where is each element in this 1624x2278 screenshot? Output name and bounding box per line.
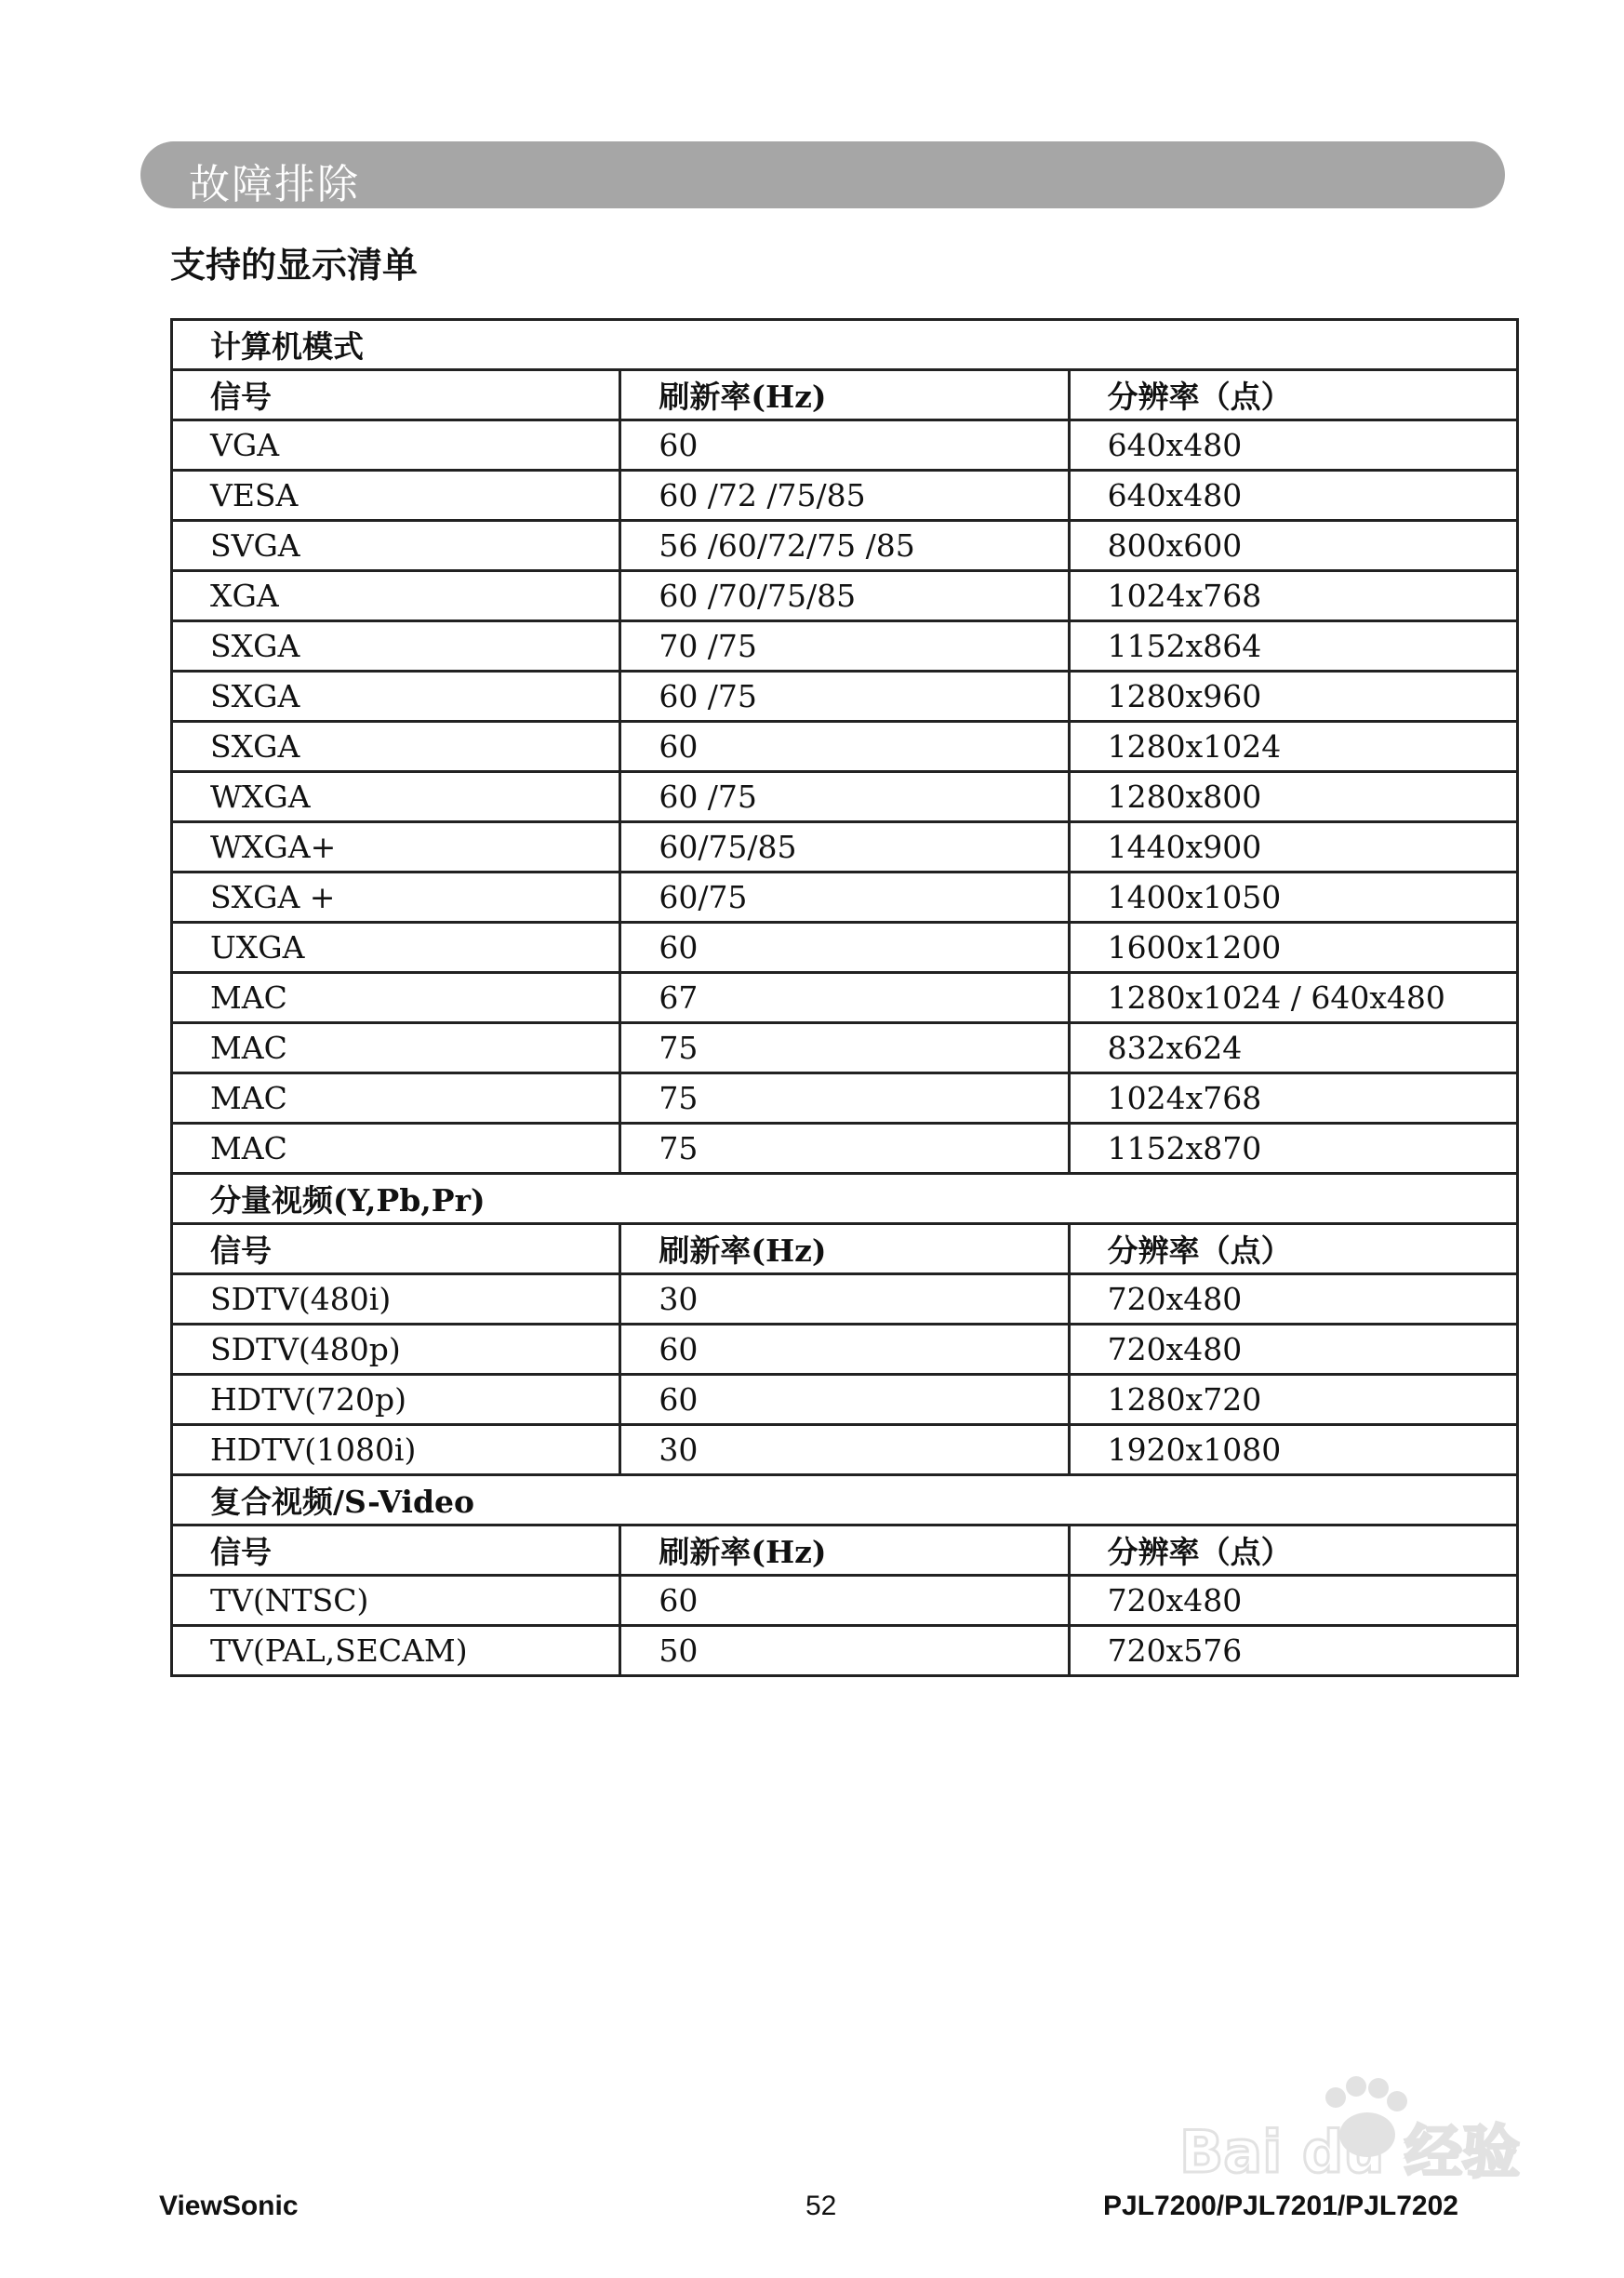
table-row (172, 571, 1518, 621)
table-cell: SXGA (172, 621, 620, 672)
table-cell: 75 (620, 1124, 1069, 1174)
table-row (172, 1425, 1518, 1475)
table-cell: 1024x768 (1069, 571, 1517, 621)
table-cell: 50 (620, 1626, 1069, 1676)
page-subtitle: 支持的显示清单 (170, 245, 419, 286)
table-cell: 720x576 (1069, 1626, 1517, 1676)
table-cell: 1440x900 (1069, 822, 1517, 873)
table-cell: 720x480 (1069, 1576, 1517, 1626)
table-cell: 1280x960 (1069, 672, 1517, 722)
table-cell: MAC (172, 1073, 620, 1124)
table-row (172, 1073, 1518, 1124)
table-cell: 1280x720 (1069, 1375, 1517, 1425)
table-row (172, 722, 1518, 772)
table-cell: WXGA+ (172, 822, 620, 873)
header-row (172, 1224, 1518, 1274)
table-cell: 640x480 (1069, 471, 1517, 521)
header-row (172, 1525, 1518, 1576)
group-title-row (172, 1174, 1518, 1224)
table-cell: 832x624 (1069, 1023, 1517, 1073)
table-cell: TV(NTSC) (172, 1576, 620, 1626)
table-cell: SVGA (172, 521, 620, 571)
table-row (172, 420, 1518, 471)
table-row (172, 1325, 1518, 1375)
table-row (172, 1124, 1518, 1174)
table-cell: 60 (620, 1375, 1069, 1425)
table-row (172, 822, 1518, 873)
table-cell: SXGA (172, 722, 620, 772)
table-row (172, 672, 1518, 722)
group-title: 复合视频/S-Video (172, 1475, 1518, 1525)
table-cell: XGA (172, 571, 620, 621)
table-row (172, 1023, 1518, 1073)
table-cell: 60 /75 (620, 772, 1069, 822)
supported-display-table (170, 318, 1519, 1677)
table-cell: 60/75/85 (620, 822, 1069, 873)
table-cell: HDTV(1080i) (172, 1425, 620, 1475)
table-cell: 60 (620, 722, 1069, 772)
table-row (172, 772, 1518, 822)
table-row (172, 471, 1518, 521)
table-cell: MAC (172, 1124, 620, 1174)
table-cell: 1400x1050 (1069, 873, 1517, 923)
table-row (172, 1274, 1518, 1325)
table-cell: 800x600 (1069, 521, 1517, 571)
table-cell: 1024x768 (1069, 1073, 1517, 1124)
table-cell: 720x480 (1069, 1325, 1517, 1375)
table-cell: 1280x800 (1069, 772, 1517, 822)
table-cell: MAC (172, 973, 620, 1023)
footer-model-numbers: PJL7200/PJL7201/PJL7202 (1103, 2191, 1458, 2221)
table-cell: 1600x1200 (1069, 923, 1517, 973)
table-cell: 60 (620, 1325, 1069, 1375)
table-cell: 1280x1024 / 640x480 (1069, 973, 1517, 1023)
table-cell: 56 /60/72/75 /85 (620, 521, 1069, 571)
table-row (172, 521, 1518, 571)
table-cell: 30 (620, 1425, 1069, 1475)
table-cell: 1920x1080 (1069, 1425, 1517, 1475)
table-cell: 60 /70/75/85 (620, 571, 1069, 621)
column-header: 分辨率（点） (1069, 1525, 1517, 1576)
header-row (172, 370, 1518, 420)
table-row (172, 1626, 1518, 1676)
table-cell: 60 /72 /75/85 (620, 471, 1069, 521)
table-cell: MAC (172, 1023, 620, 1073)
table-cell: VGA (172, 420, 620, 471)
table-cell: UXGA (172, 923, 620, 973)
baidu-watermark (1170, 2060, 1570, 2218)
column-header: 分辨率（点） (1069, 370, 1517, 420)
table-cell: WXGA (172, 772, 620, 822)
watermark-text: Bai du 经验 (1179, 2118, 1521, 2186)
group-title: 计算机模式 (172, 320, 1518, 370)
table-cell: SDTV(480i) (172, 1274, 620, 1325)
table-cell: 60 (620, 923, 1069, 973)
footer-brand: ViewSonic (159, 2191, 299, 2221)
table-cell: SXGA + (172, 873, 620, 923)
table-row (172, 621, 1518, 672)
column-header: 信号 (172, 1224, 620, 1274)
table-cell: 30 (620, 1274, 1069, 1325)
section-header-bar (140, 141, 1505, 208)
column-header: 分辨率（点） (1069, 1224, 1517, 1274)
table-cell: 75 (620, 1023, 1069, 1073)
group-title-row (172, 320, 1518, 370)
table-cell: 75 (620, 1073, 1069, 1124)
table-cell: 720x480 (1069, 1274, 1517, 1325)
table-cell: 60 /75 (620, 672, 1069, 722)
table-cell: 60 (620, 420, 1069, 471)
table-cell: 1152x870 (1069, 1124, 1517, 1174)
group-title: 分量视频(Y,Pb,Pr) (172, 1174, 1518, 1224)
group-title-row (172, 1475, 1518, 1525)
column-header: 刷新率(Hz) (620, 1525, 1069, 1576)
table-row (172, 873, 1518, 923)
table-cell: HDTV(720p) (172, 1375, 620, 1425)
table-cell: 1280x1024 (1069, 722, 1517, 772)
column-header: 刷新率(Hz) (620, 370, 1069, 420)
table-cell: VESA (172, 471, 620, 521)
table-cell: SXGA (172, 672, 620, 722)
table-cell: SDTV(480p) (172, 1325, 620, 1375)
column-header: 信号 (172, 1525, 620, 1576)
table-cell: 1152x864 (1069, 621, 1517, 672)
column-header: 信号 (172, 370, 620, 420)
table-row (172, 923, 1518, 973)
column-header: 刷新率(Hz) (620, 1224, 1069, 1274)
footer-page-number: 52 (805, 2191, 837, 2221)
table-row (172, 1375, 1518, 1425)
table-cell: TV(PAL,SECAM) (172, 1626, 620, 1676)
table-row (172, 973, 1518, 1023)
table-cell: 60/75 (620, 873, 1069, 923)
table-cell: 67 (620, 973, 1069, 1023)
table-cell: 60 (620, 1576, 1069, 1626)
table-cell: 70 /75 (620, 621, 1069, 672)
table-body (172, 320, 1518, 1676)
table-row (172, 1576, 1518, 1626)
table-cell: 640x480 (1069, 420, 1517, 471)
section-title: 故障排除 (189, 161, 360, 208)
